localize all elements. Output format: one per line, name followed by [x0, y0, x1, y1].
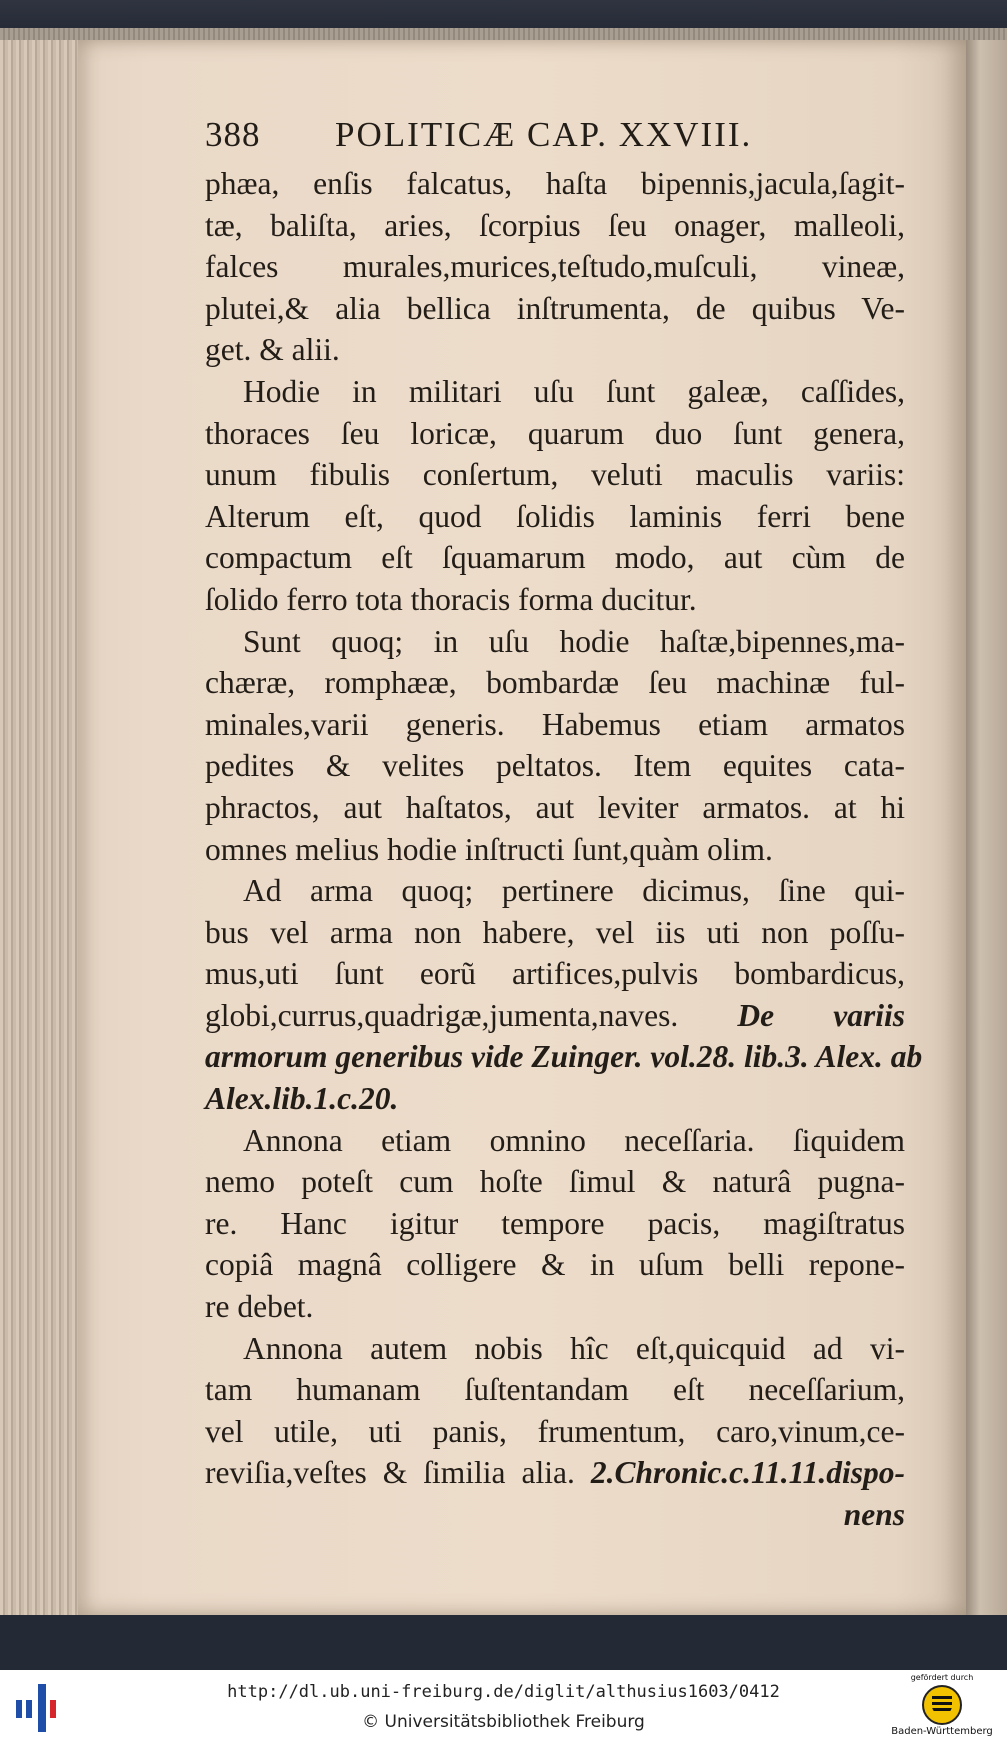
text-line-content: Ad arma quoq; pertinere dicimus, ſine qui- [243, 873, 905, 909]
text-line [205, 662, 905, 704]
text-line-content: omnes melius hodie inſtructi ſunt,quàm olim. [205, 831, 773, 867]
text-line-content: tam humanam ſuſtentandam eſt neceſſarium, [205, 1372, 905, 1408]
text-line-content: ſolido ferro tota thoracis forma ducitur. [205, 581, 697, 617]
text-line [205, 537, 905, 579]
sponsor-name: Baden-Württemberg [891, 1726, 993, 1737]
text-line-content: Alex.lib.1.c.20. [205, 1081, 399, 1117]
text-line-content: minales,varii generis. Habemus etiam armatos [205, 706, 905, 742]
text-line-content: mus,uti ſunt eorũ artifices,pulvis bombardicus, [205, 956, 905, 992]
running-title: POLITICÆ CAP. XXVIII. [335, 115, 753, 154]
text-line [205, 413, 905, 455]
text-line-content: Sunt quoq; in uſu hodie haſtæ,bipennes,ma- [243, 623, 905, 659]
text-lines [205, 163, 923, 1536]
text-line [205, 1203, 905, 1245]
italic-citation: 2.Chronic.c.11.11.dispo- [590, 1455, 905, 1491]
text-line-content: pedites & velites peltatos. Item equites cata- [205, 748, 905, 784]
italic-citation: De variis [737, 997, 906, 1033]
text-line-content: nens [843, 1497, 905, 1532]
text-line [205, 1328, 905, 1370]
text-line-content: tæ, baliſta, aries, ſcorpius ſeu onager, malleoli, [205, 207, 905, 243]
sponsor-label: gefördert durch [910, 1673, 974, 1682]
page-text-block [205, 115, 923, 1536]
text-line [205, 1286, 905, 1328]
text-line-content: vel utile, uti panis, frumentum, caro,vinum,ce- [205, 1413, 905, 1449]
text-line [205, 1494, 905, 1536]
text-line-content: nemo poteſt cum hoſte ſimul & naturâ pugna- [205, 1164, 905, 1200]
text-line [205, 870, 905, 912]
viewer-footer [0, 1670, 1007, 1745]
state-crest-icon [922, 1685, 962, 1725]
text-line [205, 496, 905, 538]
text-line-content: armorum generibus vide Zuinger. vol.28. lib.3. Alex. ab [205, 1039, 923, 1075]
copyright-notice: © Universitätsbibliothek Freiburg [362, 1712, 645, 1732]
text-line-content: Alterum eſt, quod ſolidis laminis ferri bene [205, 498, 905, 534]
book-right-edge [962, 40, 1007, 1615]
text-line-content: re debet. [205, 1289, 314, 1325]
text-line-content: phractos, aut haſtatos, aut leviter armatos. at hi [205, 789, 905, 825]
text-line-content: falces murales,murices,teſtudo,muſculi, vineæ, [205, 249, 905, 285]
text-line [205, 1411, 905, 1453]
text-line-content: reviſia,veſtes & ſimilia alia. [205, 1455, 575, 1491]
text-line [205, 621, 905, 663]
text-line [205, 371, 905, 413]
scan-bottom-background [0, 1615, 1007, 1670]
text-line [205, 1161, 905, 1203]
text-line [205, 829, 905, 871]
text-line-content: bus vel arma non habere, vel iis uti non poſſu- [205, 914, 905, 950]
permalink-url[interactable]: http://dl.ub.uni-freiburg.de/diglit/althusius1603/0412 [227, 1682, 780, 1702]
text-line [205, 1244, 905, 1286]
text-line-content: get. & alii. [205, 332, 340, 368]
sponsor-block [887, 1673, 997, 1738]
page-stack-left [0, 40, 80, 1615]
text-line [205, 329, 905, 371]
page-stack-top [0, 28, 1007, 40]
text-line [205, 246, 905, 288]
text-line-content: thoraces ſeu loricæ, quarum duo ſunt genera, [205, 415, 905, 451]
text-line-content: Hodie in militari uſu ſunt galeæ, caſſides, [243, 373, 905, 409]
text-line [205, 745, 905, 787]
text-line [205, 1036, 923, 1078]
text-line-content: plutei,& alia bellica inſtrumenta, de quibus Ve- [205, 290, 905, 326]
text-line [205, 1120, 905, 1162]
text-line-content: unum fibulis conſertum, veluti maculis variis: [205, 457, 905, 493]
text-line [205, 704, 905, 746]
text-line [205, 454, 905, 496]
running-head [205, 115, 905, 163]
text-line [205, 288, 905, 330]
text-line-content: compactum eſt ſquamarum modo, aut cùm de [205, 540, 905, 576]
text-line-content: chæræ, romphææ, bombardæ ſeu machinæ ful- [205, 665, 905, 701]
text-line-content: Annona etiam omnino neceſſaria. ſiquidem [243, 1122, 905, 1158]
text-line [205, 205, 905, 247]
text-line-content: copiâ magnâ colligere & in uſum belli repone- [205, 1247, 905, 1283]
page-number: 388 [205, 115, 261, 154]
text-line [205, 163, 905, 205]
text-line [205, 1078, 905, 1120]
text-line [205, 787, 905, 829]
text-line [205, 953, 905, 995]
text-line [205, 1369, 905, 1411]
text-line-content: re. Hanc igitur tempore pacis, magiſtratus [205, 1205, 905, 1241]
text-line-content: phæa, enſis falcatus, haſta bipennis,jacula,ſagit- [205, 166, 905, 201]
text-line [205, 1452, 905, 1494]
text-line [205, 912, 905, 954]
text-line [205, 579, 905, 621]
text-line [205, 995, 905, 1037]
text-line-content: Annona autem nobis hîc eſt,quicquid ad vi- [243, 1330, 905, 1366]
text-line-content: globi,currus,quadrigæ,jumenta,naves. [205, 997, 679, 1033]
